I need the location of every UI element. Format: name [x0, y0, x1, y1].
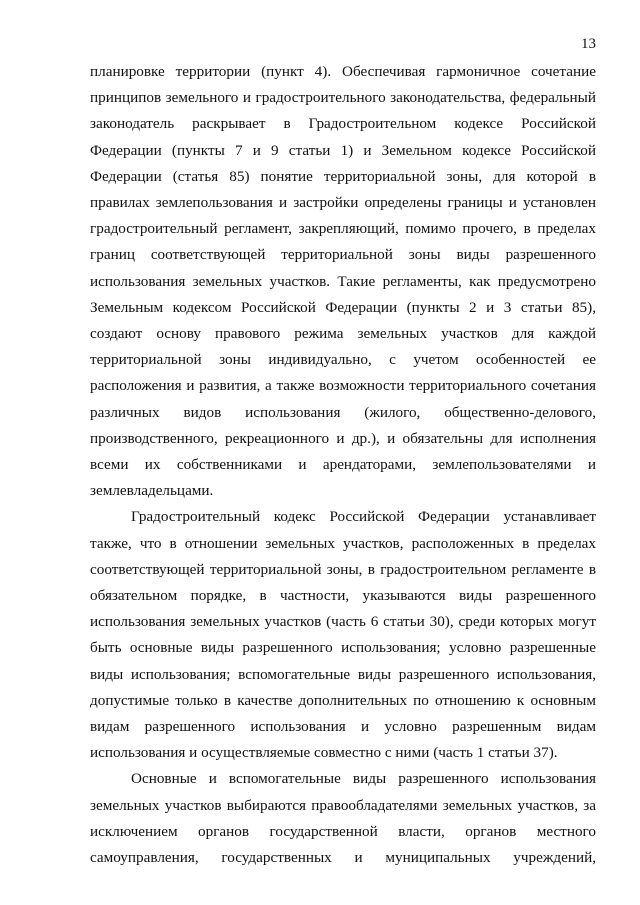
text-line: Градостроительный кодекс Российской Федерации устанавливает [131, 508, 596, 526]
text-line: планировке территории (пункт 4). Обеспечивая гармоничное сочетание [90, 63, 596, 80]
text-line: видам разрешенного использования и условно разрешенным видам [90, 718, 596, 736]
text-line: различных видов использования (жилого, общественно-делового, [90, 403, 596, 421]
text-line: также, что в отношении земельных участков, расположенных в пределах [90, 534, 596, 552]
text-line: создают основу правового режима земельных участков для каждой [90, 325, 596, 343]
document-body [90, 59, 596, 871]
text-line: земельных участков выбираются правообладателями земельных участков, за [90, 796, 596, 814]
text-line: градостроительный регламент, закрепляющий, помимо прочего, в пределах [90, 220, 596, 238]
text-line: Земельным кодексом Российской Федерации (пункты 2 и 3 статьи 85), [90, 298, 596, 316]
text-line: законодатель раскрывает в Градостроительном кодексе Российской [90, 115, 596, 133]
text-line: территориальной зоны индивидуально, с учетом особенностей ее [90, 351, 596, 369]
text-line: всеми их собственниками и арендаторами, землепользователями и [90, 456, 596, 474]
text-line: Основные и вспомогательные виды разрешенного использования [131, 770, 596, 788]
text-line: границ соответствующей территориальной зоны виды разрешенного [90, 246, 596, 264]
paragraph-3 [90, 766, 596, 871]
text-line: использования земельных участков (часть 6 статьи 30), среди которых могут [90, 613, 596, 631]
page-number: 13 [581, 36, 596, 52]
paragraph-2 [90, 504, 596, 766]
text-line: правилах землепользования и застройки определены границы и установлен [90, 194, 596, 212]
text-line: Федерации (статья 85) понятие территориальной зоны, для которой в [90, 167, 596, 185]
text-line: расположения и развития, а также возможности территориального сочетания [90, 377, 596, 395]
text-line: обязательном порядке, в частности, указываются виды разрешенного [90, 587, 596, 605]
paragraph-1 [90, 59, 596, 504]
text-line: соответствующей территориальной зоны, в градостроительном регламенте в [90, 560, 596, 578]
text-line: производственного, рекреационного и др.), и обязательны для исполнения [90, 429, 596, 447]
text-line: виды использования; вспомогательные виды разрешенного использования, [90, 665, 596, 683]
text-line: использования земельных участков. Такие регламенты, как предусмотрено [90, 272, 596, 290]
text-line: использования и осуществляемые совместно с ними (часть 1 статьи 37). [90, 744, 558, 762]
text-line: Федерации (пункты 7 и 9 статьи 1) и Земельном кодексе Российской [90, 141, 596, 159]
text-line: исключением органов государственной власти, органов местного [90, 822, 596, 840]
text-line: землевладельцами. [90, 482, 214, 500]
text-line: принципов земельного и градостроительного законодательства, федеральный [90, 89, 596, 107]
text-line: допустимые только в качестве дополнительных по отношению к основным [90, 691, 596, 709]
text-line: быть основные виды разрешенного использования; условно разрешенные [90, 639, 596, 657]
text-line: самоуправления, государственных и муниципальных учреждений, [90, 849, 596, 867]
